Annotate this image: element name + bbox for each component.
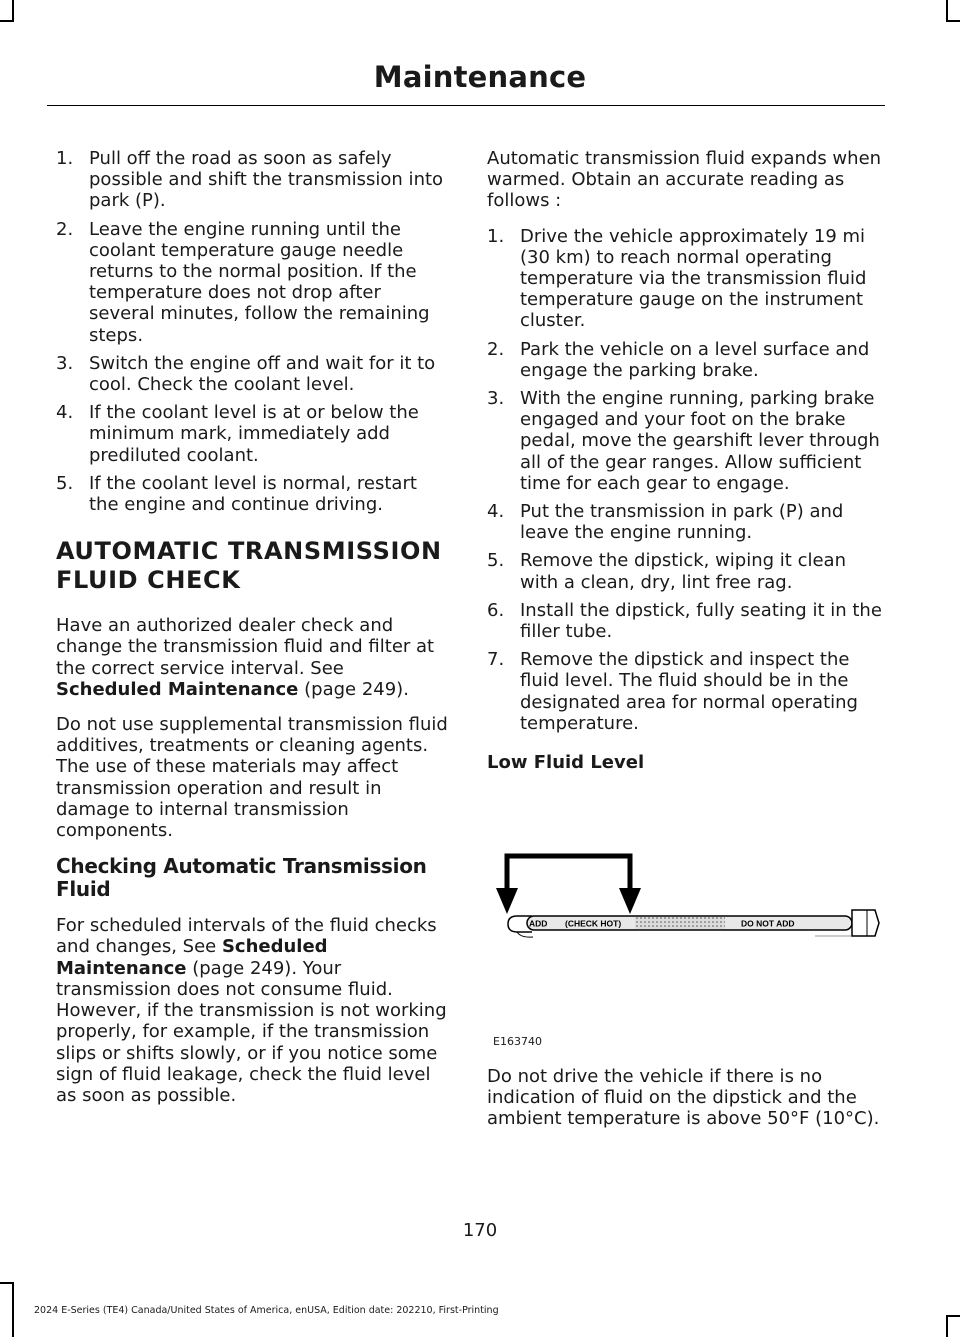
header-rule	[47, 105, 885, 106]
crop-mark	[946, 20, 960, 22]
list-item: 6. Install the dipstick, fully seating it in the filler tube.	[487, 599, 882, 643]
footer-text: 2024 E-Series (TE4) Canada/United States of America, enUSA, Edition date: 202210, First-Printing	[34, 1305, 499, 1316]
closing-paragraph: Do not drive the vehicle if there is no indication of fluid on the dipstick and the ambient temperature is above 50°F (10°C).	[487, 1066, 880, 1130]
crop-mark	[12, 1282, 14, 1337]
coolant-steps-list	[56, 148, 448, 515]
do-not-add-label: DO NOT ADD	[741, 918, 795, 929]
left-column	[56, 148, 448, 1120]
crop-mark	[946, 1315, 960, 1317]
service-paragraph: Have an authorized dealer check and change the transmission fluid and filter at the correct service interval. See Scheduled Maintenance (page 249).	[56, 615, 435, 700]
check-hot-label: (CHECK HOT)	[565, 918, 622, 929]
add-label: ADD	[529, 918, 548, 929]
reading-steps-list	[487, 226, 882, 734]
list-item: 3. With the engine running, parking brake engaged and your foot on the brake pedal, move the gearshift lever through all of the gear ranges. Allow sufficient time for each gear to engage.	[487, 388, 880, 494]
list-item: 5. If the coolant level is normal, restart the engine and continue driving.	[56, 472, 417, 516]
list-item: 4. Put the transmission in park (P) and leave the engine running.	[487, 501, 844, 544]
scheduled-maintenance-link[interactable]: Scheduled Maintenance	[56, 678, 299, 700]
additives-paragraph: Do not use supplemental transmission fluid additives, treatments or cleaning agents. The use of these materials may affect transmission operation and result in damage to internal transmission components.	[56, 714, 448, 842]
crop-mark	[12, 0, 14, 22]
list-item: 7. Remove the dipstick and inspect the fluid level. The fluid should be in the designated area for normal operating temperature.	[487, 649, 858, 734]
crop-mark	[946, 0, 948, 22]
list-item: 3. Switch the engine off and wait for it to cool. Check the coolant level.	[56, 352, 436, 396]
dipstick-figure	[487, 840, 887, 1055]
dipstick-illustration	[487, 840, 887, 1055]
list-item: 2. Leave the engine running until the coolant temperature gauge needle returns to the normal position. If the temperature does not drop after several minutes, follow the remaining steps.	[56, 218, 430, 346]
crop-mark	[946, 1315, 948, 1337]
low-fluid-heading: Low Fluid Level	[487, 752, 645, 774]
subsection-heading: Checking Automatic Transmission Fluid	[56, 854, 427, 902]
crop-mark	[0, 1282, 14, 1284]
list-item: 1. Drive the vehicle approximately 19 mi (30 km) to reach normal operating temperature via the transmission fluid temperature gauge on the instrument cluster.	[487, 225, 867, 332]
list-item: 5. Remove the dipstick, wiping it clean with a clean, dry, lint free rag.	[487, 550, 846, 593]
list-item: 4. If the coolant level is at or below the minimum mark, immediately add prediluted coolant.	[56, 402, 419, 466]
section-heading: AUTOMATIC TRANSMISSION FLUID CHECK	[56, 537, 442, 595]
crop-mark	[0, 20, 14, 22]
page-number: 170	[462, 1220, 498, 1241]
figure-id: E163740	[493, 1035, 542, 1048]
list-item: 1. Pull off the road as soon as safely possible and shift the transmission into park (P).	[56, 148, 444, 212]
intro-paragraph: Automatic transmission fluid expands when warmed. Obtain an accurate reading as follows :	[487, 148, 882, 212]
right-column	[487, 148, 882, 773]
list-item: 2. Park the vehicle on a level surface and engage the parking brake.	[487, 338, 870, 381]
fluid-check-paragraph: For scheduled intervals of the fluid checks and changes, See Scheduled Maintenance (page 249). Your transmission does not consume fluid. However, if the transmission is not working properly, for example, if the transmission slips or shifts slowly, or if you notice some sign of fluid leakage, check the fluid level as soon as possible.	[56, 915, 447, 1106]
closing-block	[487, 1066, 882, 1144]
scheduled-maintenance-link[interactable]: Scheduled Maintenance	[56, 936, 328, 979]
page-title: Maintenance	[373, 60, 587, 94]
